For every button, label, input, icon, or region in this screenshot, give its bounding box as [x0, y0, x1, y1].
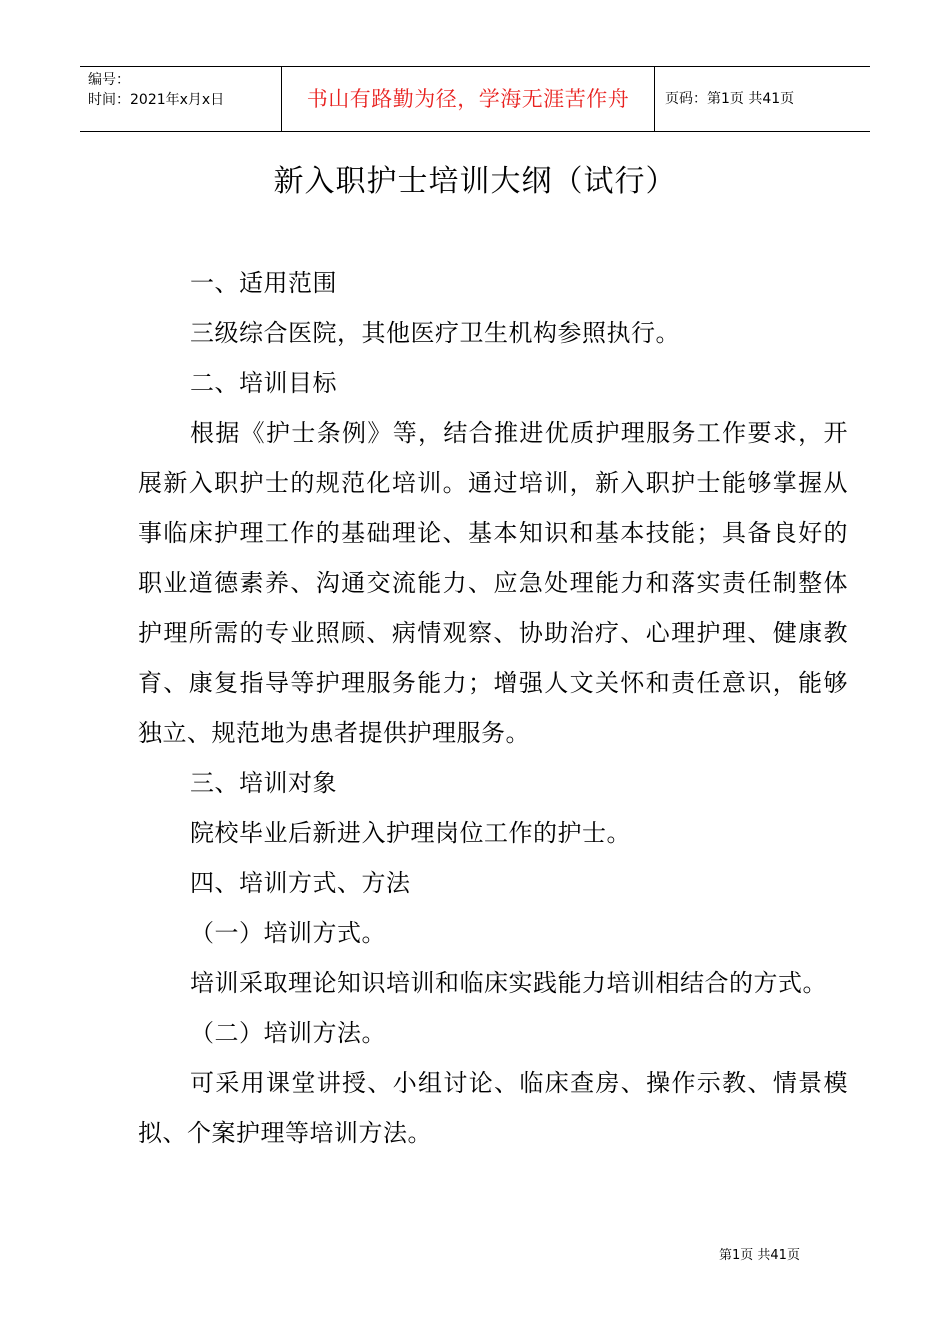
- header-page-info: 页码：第1页 共41页: [665, 91, 795, 107]
- paragraph-training-method: 可采用课堂讲授、小组讨论、临床查房、操作示教、情景模拟、个案护理等培训方法。: [138, 1069, 848, 1147]
- paragraph-training-mode: 培训采取理论知识培训和临床实践能力培训相结合的方式。: [190, 969, 827, 997]
- section-heading-goal: 二、培训目标: [190, 369, 337, 397]
- section-heading-scope: 一、适用范围: [190, 269, 337, 297]
- paragraph-scope: 三级综合医院，其他医疗卫生机构参照执行。: [190, 319, 680, 347]
- paragraph-goal: 根据《护士条例》等，结合推进优质护理服务工作要求，开展新入职护士的规范化培训。通过培训，新入职护士能够掌握从事临床护理工作的基础理论、基本知识和基本技能；具备良好的职业道德素养、沟通交流能力、应急处理能力和落实责任制整体护理所需的专业照顾、病情观察、协助治疗、心理护理、健康教育、康复指导等护理服务能力；增强人文关怀和责任意识，能够独立、规范地为患者提供护理服务。: [138, 419, 848, 747]
- page-header: [80, 66, 870, 132]
- header-motto: 书山有路勤为径，学海无涯苦作舟: [282, 67, 655, 131]
- section-heading-method: 四、培训方式、方法: [190, 869, 411, 897]
- section-heading-target: 三、培训对象: [190, 769, 337, 797]
- document-time-label: 时间：2021年x月x日: [88, 92, 225, 108]
- document-body: [138, 258, 848, 1158]
- page-footer: 第1页 共41页: [719, 1248, 800, 1263]
- document-title: 新入职护士培训大纲（试行）: [273, 164, 677, 199]
- paragraph-target: 院校毕业后新进入护理岗位工作的护士。: [190, 819, 631, 847]
- subheading-training-mode: （一）培训方式。: [190, 919, 386, 947]
- document-number-label: 编号：: [88, 72, 130, 88]
- subheading-training-method: （二）培训方法。: [190, 1019, 386, 1047]
- header-meta: [80, 67, 282, 131]
